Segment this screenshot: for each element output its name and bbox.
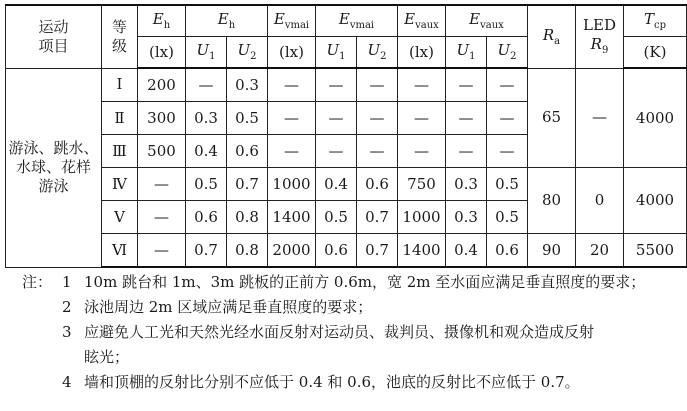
table-notes [22, 270, 647, 395]
evmai-u1-cell: 0.4 [316, 168, 357, 201]
note-number: 4 [62, 373, 72, 391]
evmai-cell: 1400 [268, 201, 316, 234]
eh-u1-cell: — [186, 68, 227, 102]
evaux-u1-cell: — [446, 102, 487, 135]
evaux-u2-cell: — [487, 135, 528, 168]
tcp-cell: 4000 [624, 68, 687, 168]
eh-u1-cell: 0.6 [186, 201, 227, 234]
header-evmai-uniformity: $E_{vmai}$ [316, 5, 398, 37]
evaux-u2-cell: 0.6 [487, 234, 528, 268]
table-row [6, 168, 687, 201]
note-text: 应避免人工光和天然光经水面反射对运动员、裁判员、摄像机和观众造成反射 [84, 323, 595, 341]
header-evaux-unit: (lx) [398, 37, 446, 69]
eh-u2-cell: 0.6 [227, 135, 268, 168]
evaux-cell: 1400 [398, 234, 446, 268]
eh-u2-cell: 0.8 [227, 201, 268, 234]
note-text: 墙和顶棚的反射比分别不应低于 0.4 和 0.6，池底的反射比不应低于 0.7。 [84, 373, 580, 391]
tcp-cell: 4000 [624, 168, 687, 234]
eh-cell: 300 [138, 102, 186, 135]
note-item [22, 320, 647, 345]
sport-item-cell: 游泳、跳水、 水球、花样 游泳 [6, 68, 102, 267]
eh-cell: — [138, 234, 186, 268]
evmai-u2-cell: 0.7 [357, 201, 398, 234]
header-u1: $U_1$ [186, 37, 227, 69]
led-r9-cell: — [576, 68, 624, 168]
header-sport-item: 运动 项目 [6, 5, 102, 68]
evaux-cell: 750 [398, 168, 446, 201]
note-item [22, 370, 647, 395]
lighting-spec-table [5, 4, 687, 268]
header-led-r9: LED $R_9$ [576, 5, 624, 68]
header-u1: $U_1$ [316, 37, 357, 69]
grade-cell: Ⅰ [102, 68, 138, 102]
header-eh-uniformity: $E_h$ [186, 5, 268, 37]
evmai-cell: 2000 [268, 234, 316, 268]
eh-cell: 500 [138, 135, 186, 168]
header-tcp-unit: (K) [624, 37, 687, 69]
note-text: 10m 跳台和 1m、3m 跳板的正前方 0.6m，宽 2m 至水面应满足垂直照度的要求； [84, 273, 646, 291]
header-u2: $U_2$ [227, 37, 268, 69]
evmai-cell: — [268, 135, 316, 168]
tcp-cell: 5500 [624, 234, 687, 268]
eh-u1-cell: 0.7 [186, 234, 227, 268]
eh-cell: 200 [138, 68, 186, 102]
eh-u1-cell: 0.4 [186, 135, 227, 168]
eh-u1-cell: 0.3 [186, 102, 227, 135]
evaux-u2-cell: — [487, 102, 528, 135]
evaux-u1-cell: — [446, 68, 487, 102]
grade-cell: Ⅴ [102, 201, 138, 234]
header-grade: 等 级 [102, 5, 138, 68]
ra-cell: 80 [528, 168, 576, 234]
evaux-u2-cell: — [487, 68, 528, 102]
note-item [22, 295, 647, 320]
note-number: 1 [62, 273, 72, 291]
table-row [6, 234, 687, 268]
evaux-cell: — [398, 135, 446, 168]
evmai-u1-cell: 0.5 [316, 201, 357, 234]
header-u1: $U_1$ [446, 37, 487, 69]
evaux-u2-cell: 0.5 [487, 168, 528, 201]
evmai-u2-cell: — [357, 135, 398, 168]
note-number: 2 [62, 298, 72, 316]
eh-u2-cell: 0.5 [227, 102, 268, 135]
evmai-u1-cell: 0.6 [316, 234, 357, 268]
note-text: 泳池周边 2m 区域应满足垂直照度的要求； [84, 298, 373, 316]
header-eh: $E_h$ [138, 5, 186, 37]
evaux-cell: 1000 [398, 201, 446, 234]
header-ra: $R_a$ [528, 5, 576, 68]
notes-lead: 注： [22, 273, 53, 291]
grade-cell: Ⅵ [102, 234, 138, 268]
eh-u2-cell: 0.7 [227, 168, 268, 201]
evaux-cell: — [398, 102, 446, 135]
header-evmai: $E_{vmai}$ [268, 5, 316, 37]
evaux-u1-cell: — [446, 135, 487, 168]
note-continuation: 眩光； [84, 348, 130, 366]
grade-cell: Ⅳ [102, 168, 138, 201]
eh-u2-cell: 0.8 [227, 234, 268, 268]
evaux-u1-cell: 0.4 [446, 234, 487, 268]
header-evaux-uniformity: $E_{vaux}$ [446, 5, 528, 37]
header-u2: $U_2$ [487, 37, 528, 69]
ra-cell: 90 [528, 234, 576, 268]
evmai-u2-cell: — [357, 102, 398, 135]
evaux-cell: — [398, 68, 446, 102]
ra-cell: 65 [528, 68, 576, 168]
table-row [6, 68, 687, 102]
eh-cell: — [138, 201, 186, 234]
header-evaux: $E_{vaux}$ [398, 5, 446, 37]
note-item [22, 270, 647, 295]
led-r9-cell: 0 [576, 168, 624, 234]
eh-cell: — [138, 168, 186, 201]
header-tcp: $T_{cp}$ [624, 5, 687, 37]
evmai-cell: — [268, 68, 316, 102]
led-r9-cell: 20 [576, 234, 624, 268]
evmai-u1-cell: — [316, 68, 357, 102]
evmai-u2-cell: — [357, 68, 398, 102]
evmai-cell: — [268, 102, 316, 135]
evmai-u1-cell: — [316, 135, 357, 168]
header-evmai-unit: (lx) [268, 37, 316, 69]
evaux-u1-cell: 0.3 [446, 201, 487, 234]
evmai-u1-cell: — [316, 102, 357, 135]
header-u2: $U_2$ [357, 37, 398, 69]
evmai-u2-cell: 0.7 [357, 234, 398, 268]
header-eh-unit: (lx) [138, 37, 186, 69]
evaux-u1-cell: 0.3 [446, 168, 487, 201]
note-number: 3 [62, 323, 72, 341]
grade-cell: Ⅱ [102, 102, 138, 135]
eh-u2-cell: 0.3 [227, 68, 268, 102]
evaux-u2-cell: 0.5 [487, 201, 528, 234]
eh-u1-cell: 0.5 [186, 168, 227, 201]
evmai-u2-cell: 0.6 [357, 168, 398, 201]
header-row-1 [6, 5, 687, 37]
evmai-cell: 1000 [268, 168, 316, 201]
grade-cell: Ⅲ [102, 135, 138, 168]
